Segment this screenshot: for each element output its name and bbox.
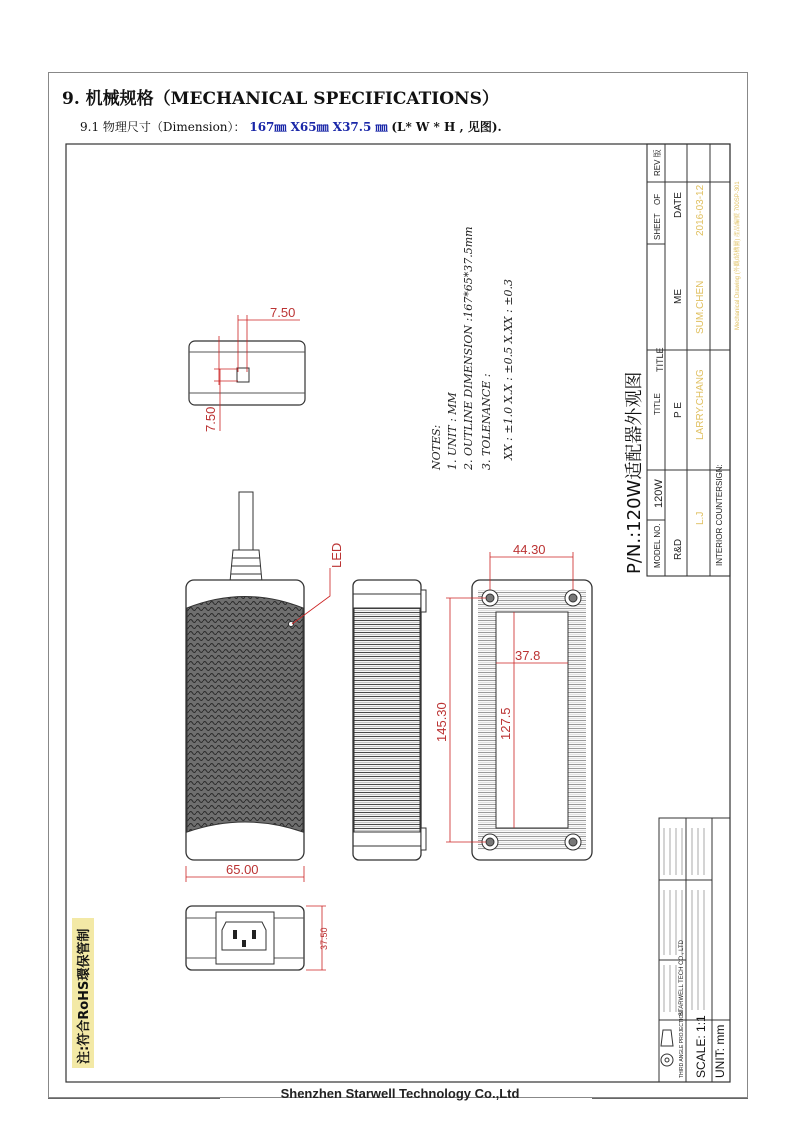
tb-model-label: MODEL NO. xyxy=(653,523,662,568)
end-view xyxy=(186,906,329,970)
tb-date-value: 2016-03-12 xyxy=(695,184,706,236)
tb-pe-label: P E xyxy=(673,402,684,418)
dim-bottom-width: 44.30 xyxy=(513,542,546,557)
dim-end-height: 37.50 xyxy=(319,927,329,950)
tb-me-label: ME xyxy=(673,289,684,304)
dim-top-width: 7.50 xyxy=(270,305,296,320)
tb-rev: REV 版 xyxy=(653,149,662,176)
tb-rd-label: R&D xyxy=(673,538,684,560)
dimension-prefix: 9.1 物理尺寸（Dimension）： xyxy=(80,120,246,134)
tb-unit: UNIT: mm xyxy=(713,1024,727,1078)
notes-line2: 2. OUTLINE DIMENSION :167*65*37.5mm xyxy=(462,226,475,470)
led-label: LED xyxy=(329,542,344,568)
tb-of: OF xyxy=(653,193,662,205)
tb-faint-note: Mechanical Drawing (外觀/結構圖) 產品編號 700SP-301 xyxy=(735,181,741,330)
notes-line1: 1. UNIT : MM xyxy=(446,392,459,470)
tb-third-angle: THIRD ANGLE PROJECTION xyxy=(679,1011,685,1078)
notes-title: NOTES: xyxy=(430,424,443,470)
company-footer: Shenzhen Starwell Technology Co.,Ltd xyxy=(280,1086,520,1101)
tb-interior: INTERIOR COUNTERSIGN: xyxy=(715,464,724,566)
tb-pe-value: LARRY.CHANG xyxy=(695,369,706,440)
tb-me-value: SUM.CHEN xyxy=(695,280,706,334)
tb-sheet: SHEET xyxy=(653,213,662,240)
tb-model-value: 120W xyxy=(653,479,665,508)
scale-block xyxy=(659,818,730,1082)
dim-body-length: 145.30 xyxy=(434,702,449,742)
dimension-suffix: (L* W * H , 见图). xyxy=(391,120,502,134)
bottom-view xyxy=(434,542,592,860)
notes-block xyxy=(430,226,515,471)
dim-body-width: 65.00 xyxy=(226,862,259,877)
notes-line4: XX : ±1.0 X.X : ±0.5 X.XX : ±0.3 xyxy=(502,278,515,460)
side-view xyxy=(353,580,426,860)
front-view xyxy=(186,492,344,882)
title-block xyxy=(624,144,741,576)
tb-scale: SCALE: 1:1 xyxy=(694,1015,708,1078)
top-view xyxy=(189,305,305,432)
tb-title-small: TITLE xyxy=(653,393,662,415)
dimension-values: 167㎜ X65㎜ X37.5 ㎜ xyxy=(249,120,388,134)
rohs-note: 注:符合RoHS環保管制 xyxy=(77,928,92,1064)
tb-part-title: P/N.:120W适配器外观图 xyxy=(624,371,645,574)
dim-inner-width: 37.8 xyxy=(515,648,541,663)
tb-rd-value: L.J xyxy=(695,511,706,525)
section-heading: 9. 机械规格（MECHANICAL SPECIFICATIONS） xyxy=(62,89,499,109)
dim-top-height: 7.50 xyxy=(203,406,218,432)
tb-company: STARWELL TECH CO., LTD xyxy=(679,939,685,1016)
tb-title-label: TITLE xyxy=(655,347,665,372)
dim-inner-length: 127.5 xyxy=(498,707,513,740)
tb-date-label: DATE xyxy=(673,192,684,218)
notes-line3: 3. TOLENANCE : xyxy=(480,373,493,470)
